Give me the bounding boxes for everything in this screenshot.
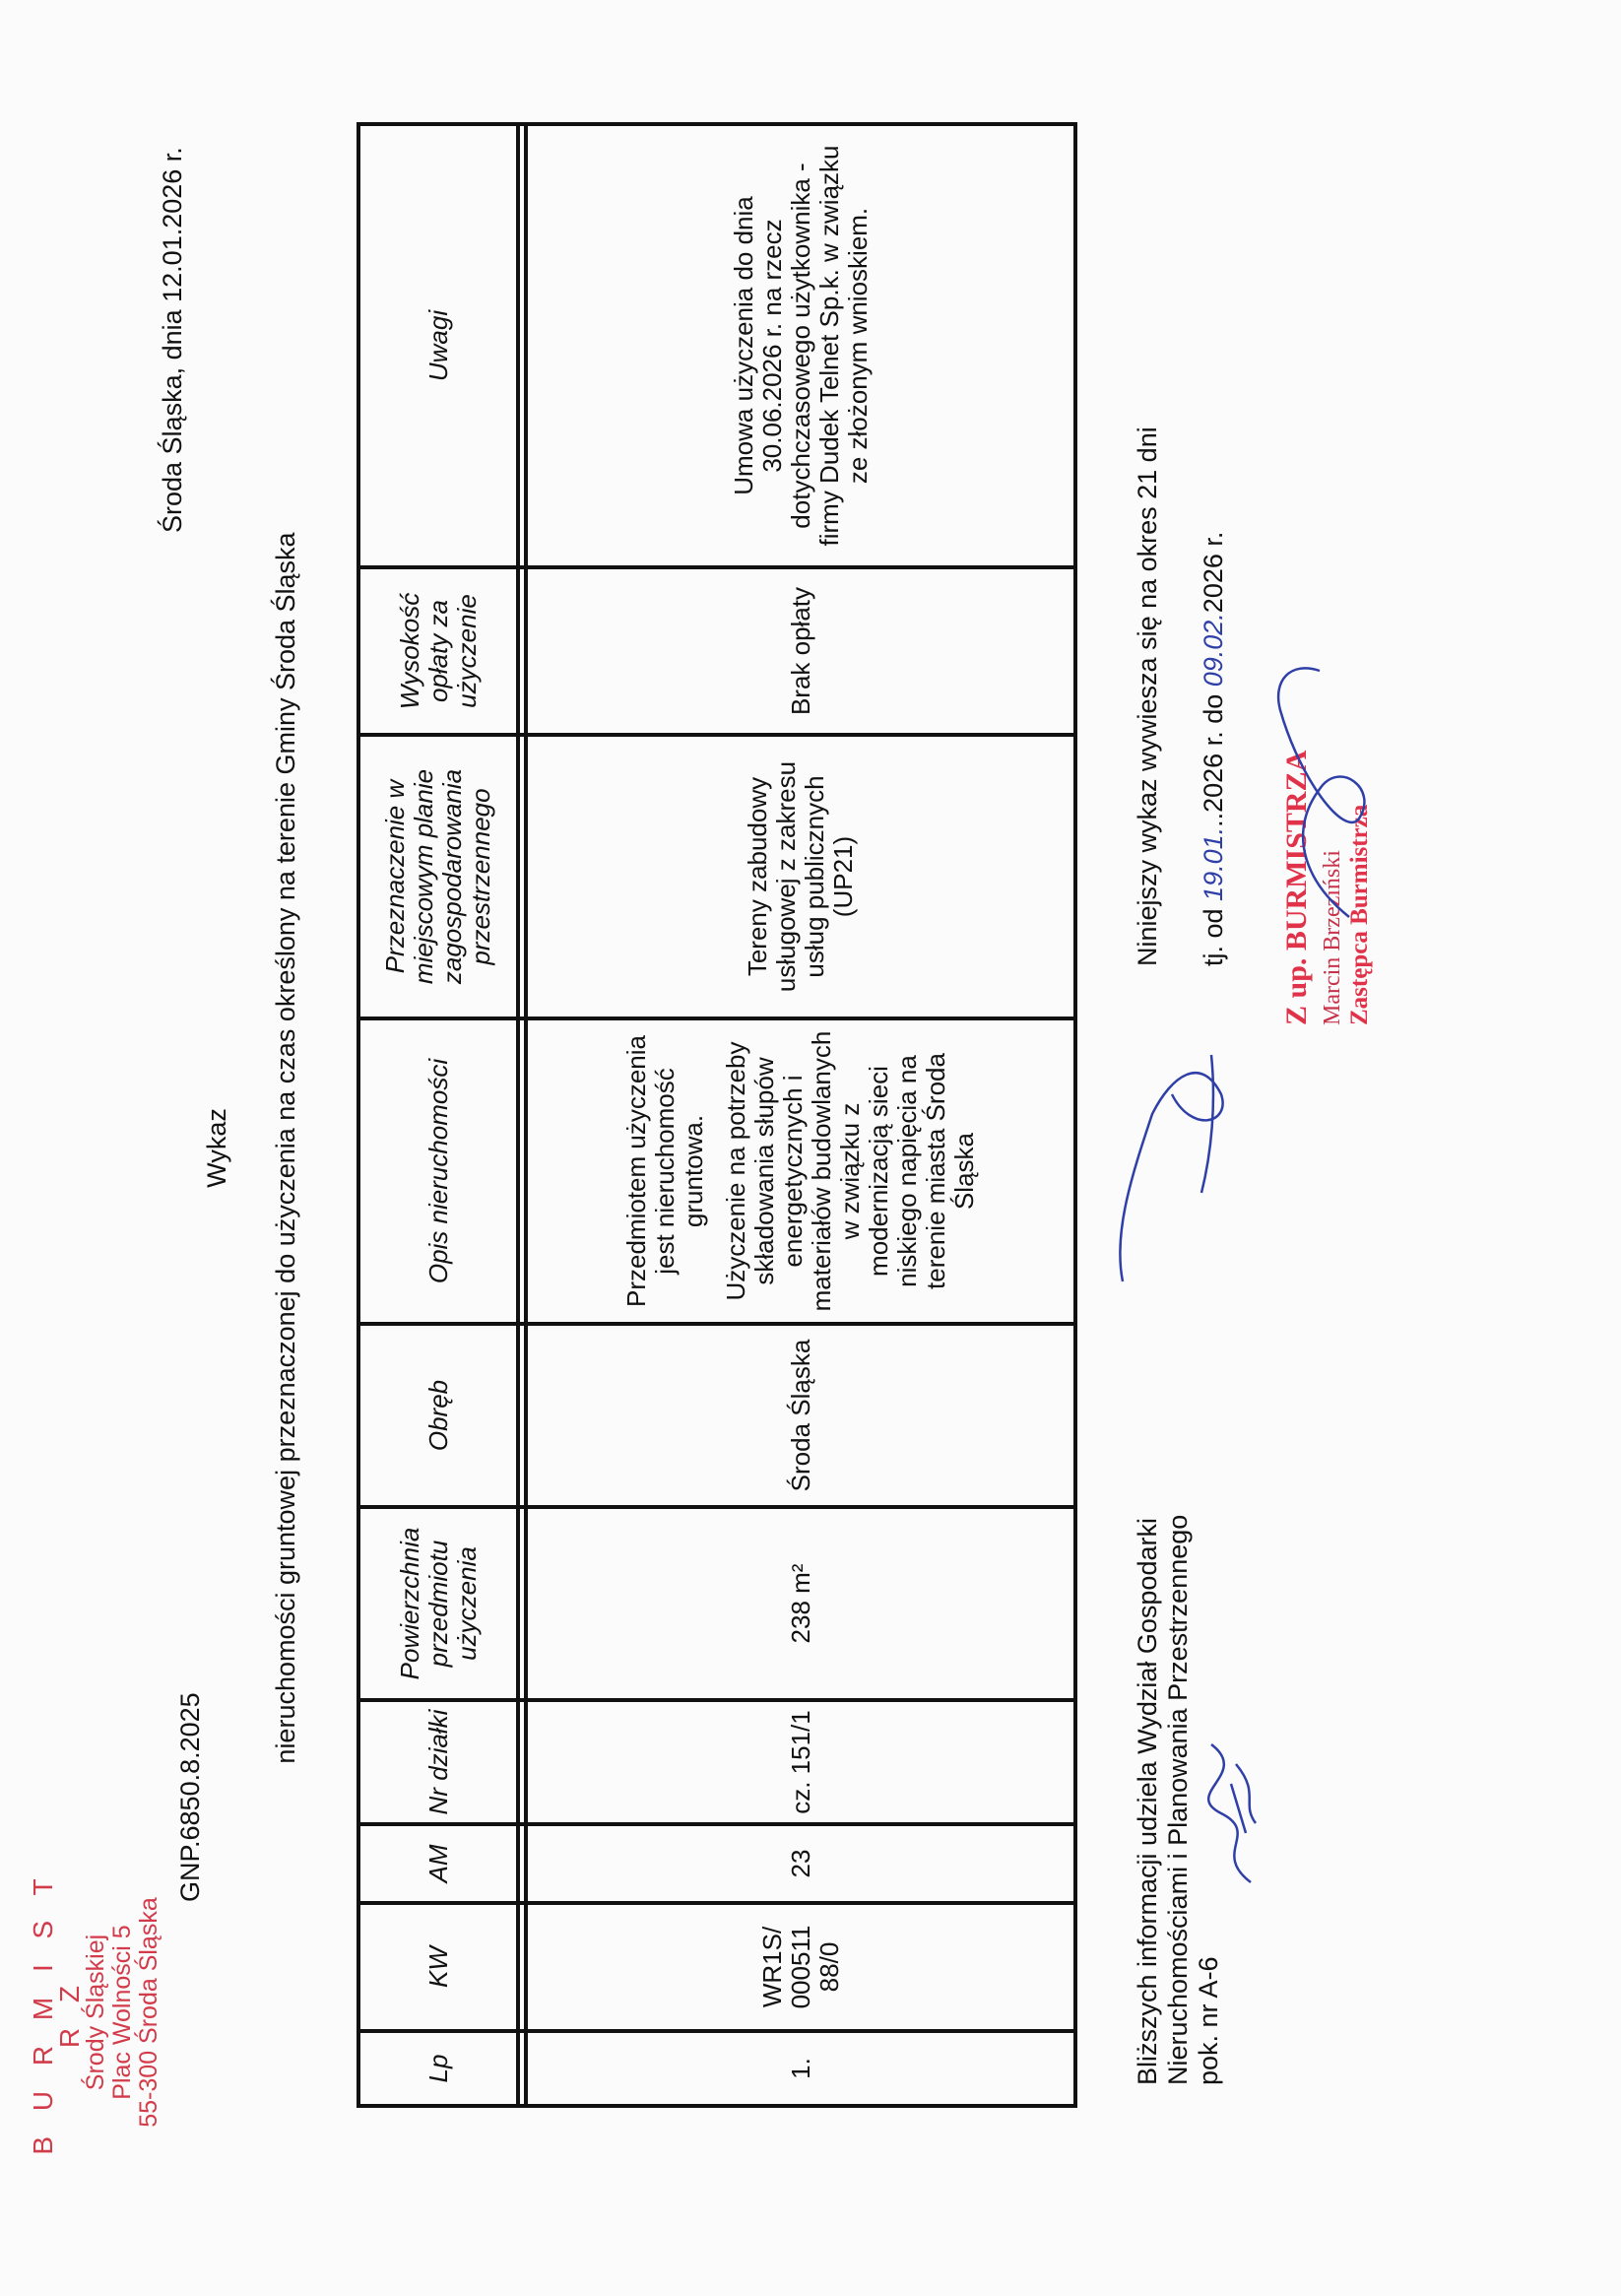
paraph-signature-icon: [1192, 1735, 1270, 1892]
property-table: [357, 122, 1077, 2108]
stamp-line-3: Plac Wolności 5: [108, 1925, 136, 2100]
table-header-row: [358, 124, 518, 2106]
reference-number: GNP.6850.8.2025: [175, 1692, 205, 1902]
clerk-signature-icon: [1103, 1035, 1241, 1291]
header-nr-dzialki: Nr działki: [358, 1700, 518, 1824]
burmistrz-stamp: [30, 1855, 162, 2170]
footer-info-line-2: Nieruchomościami i Planowania Przestrzennego: [1163, 1514, 1193, 2085]
cell-nr-dzialki: cz. 151/1: [526, 1700, 1075, 1824]
posting-line-2: tj. od 19.01...2026 r. do 09.02.2026 r.: [1199, 531, 1228, 966]
place-date: Środa Śląska, dnia 12.01.2026 r.: [158, 147, 187, 533]
header-oplata: Wysokość opłaty za użyczenie: [358, 567, 518, 735]
header-obreb: Obręb: [358, 1324, 518, 1507]
table-row: [526, 124, 1075, 2106]
table-separator-row: [518, 124, 526, 2106]
deputy-mayor-signature-icon: [1261, 641, 1398, 937]
cell-obreb: Środa Śląska: [526, 1324, 1075, 1507]
signature-stamp-line-1: Z up. BURMISTRZA: [1280, 750, 1313, 1025]
cell-powierzchnia: 238 m²: [526, 1507, 1075, 1700]
posting-date-to: 09.02.: [1199, 613, 1228, 688]
footer-info-line-3: pok. nr A-6: [1194, 1956, 1223, 2085]
signature-stamp-line-2: Marcin Brzeziński: [1320, 850, 1345, 1025]
posting-line-1: Niniejszy wykaz wywiesza się na okres 21 dni: [1133, 426, 1162, 966]
opis-paragraph-2: Użyczenie na potrzeby składowania słupów energetycznych i materiałów budowlanych w związku z modernizacją sieci niskiego napięcia na terenie miasta Środa Śląska: [721, 1030, 979, 1312]
cell-am: 23: [526, 1824, 1075, 1903]
header-lp: Lp: [358, 2031, 518, 2106]
cell-lp: 1.: [526, 2031, 1075, 2106]
header-powierzchnia: Powierzchnia przedmiotu użyczenia: [358, 1507, 518, 1700]
posting-date-from: 19.01.: [1199, 826, 1228, 901]
stamp-line-2: Środy Śląskiej: [82, 1934, 109, 2091]
cell-oplata: Brak opłaty: [526, 567, 1075, 735]
header-opis: Opis nieruchomości: [358, 1018, 518, 1324]
document-subtitle: nieruchomości gruntowej przeznaczonej do użyczenia na czas określony na terenie Gminy Środa Śląska: [271, 532, 300, 1764]
stamp-line-1: B U R M I S T R Z: [28, 1870, 85, 2155]
opis-paragraph-1: Przedmiotem użyczenia jest nieruchomość gruntowa.: [621, 1035, 708, 1307]
cell-opis: [526, 1018, 1075, 1324]
header-am: AM: [358, 1824, 518, 1903]
posting-notice: [1133, 426, 1229, 966]
cell-kw: WR1S/ 000511 88/0: [526, 1903, 1075, 2031]
header-uwagi: Uwagi: [358, 124, 518, 567]
cell-przeznaczenie: Tereny zabudowy usługowej z zakresu usług publicznych (UP21): [526, 735, 1075, 1018]
footer-info-line-1: Bliższych informacji udziela Wydział Gospodarki: [1133, 1518, 1162, 2085]
cell-uwagi: Umowa użyczenia do dnia 30.06.2026 r. na rzecz dotychczasowego użytkownika - firmy Dudek Telnet Sp.k. w związku ze złożonym wnioskiem.: [526, 124, 1075, 567]
signature-stamp-line-3: Zastępca Burmistrza: [1346, 804, 1373, 1025]
stamp-line-4: 55-300 Środa Śląska: [135, 1897, 162, 2128]
document-title: Wykaz: [202, 1108, 231, 1188]
header-kw: KW: [358, 1903, 518, 2031]
header-przeznaczenie: Przeznaczenie w miejscowym planie zagospodarowania przestrzennego: [358, 735, 518, 1018]
